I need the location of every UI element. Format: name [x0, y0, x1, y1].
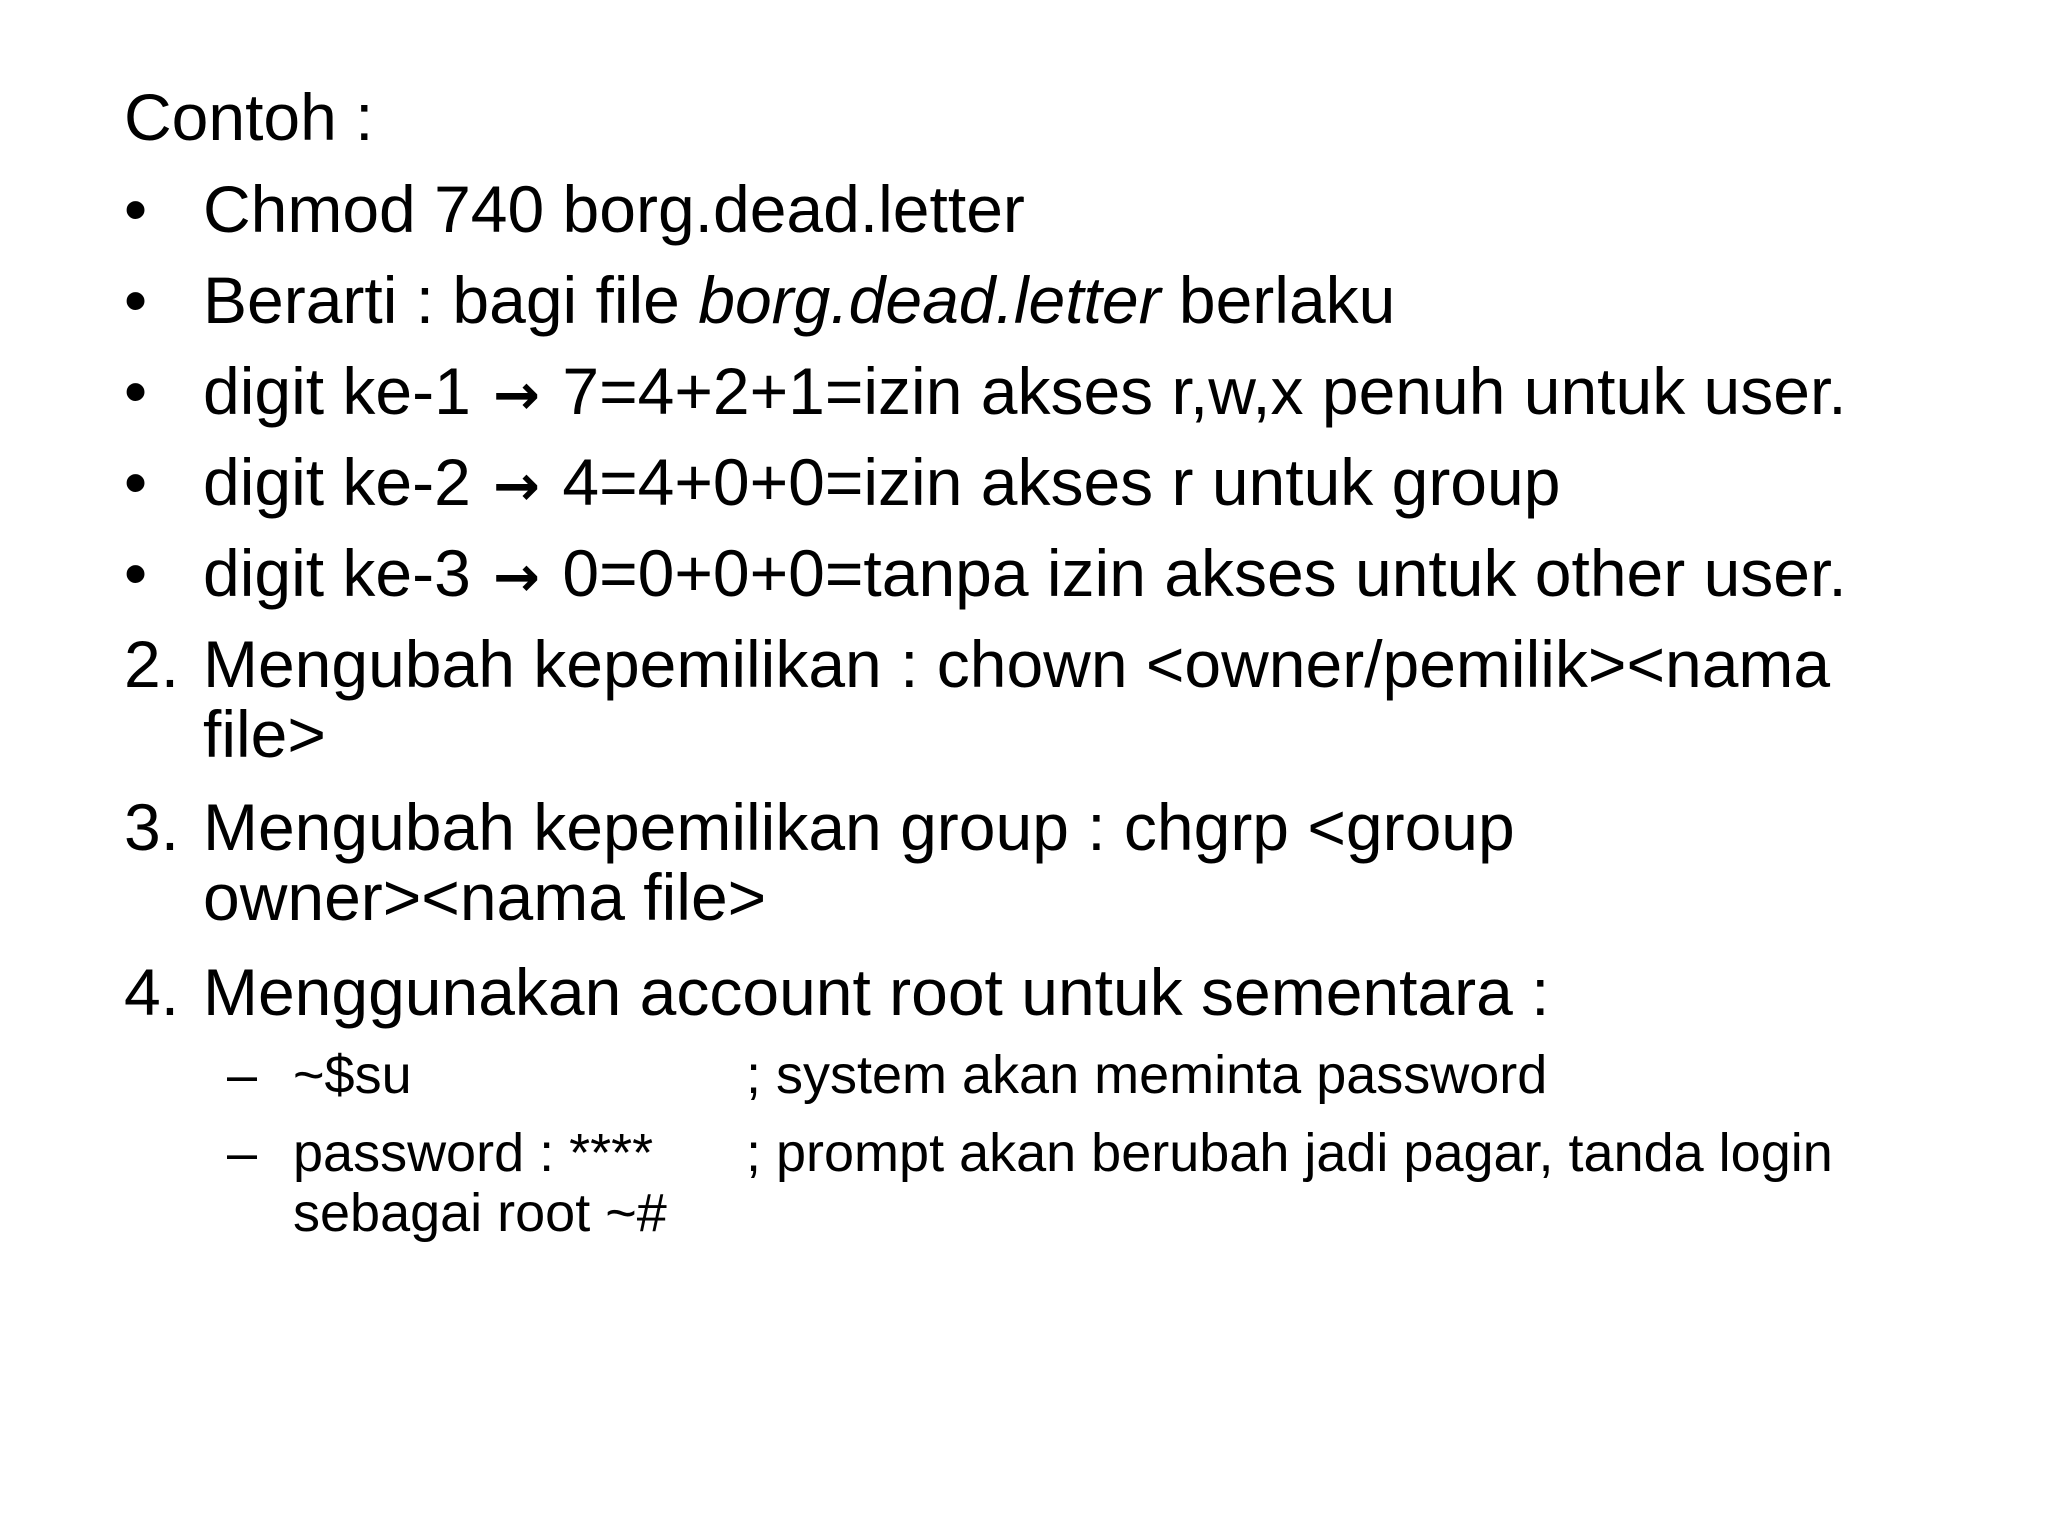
arrow-right-icon: →	[493, 363, 541, 428]
dash-marker: –	[227, 1045, 258, 1105]
slide-title: Contoh :	[124, 80, 374, 154]
sub-item-note: ; prompt akan berubah jadi pagar, tanda login	[746, 1123, 1833, 1183]
arrow-right-icon: →	[493, 454, 541, 519]
bullet-text	[203, 354, 1847, 433]
sub-item-2	[0, 1122, 2048, 1246]
numbered-item-2	[0, 627, 2048, 775]
sub-item-note: ; system akan meminta password	[746, 1045, 1548, 1105]
bullet-text-post: 0=0+0+0=tanpa izin akses untuk other user.	[544, 536, 1847, 610]
bullet-marker: •	[124, 445, 148, 519]
bullet-marker: •	[124, 263, 148, 337]
item-text-line1: Mengubah kepemilikan group : chgrp <group	[203, 790, 1515, 864]
bullet-marker: •	[124, 172, 148, 246]
bullet-text-pre: digit ke-3	[203, 536, 490, 610]
numbered-item-4	[0, 955, 2048, 1029]
bullet-item-2	[0, 263, 2048, 337]
sub-item-continuation: sebagai root ~#	[293, 1183, 667, 1243]
bullet-text-pre: digit ke-1	[203, 354, 490, 428]
arrow-right-icon: →	[493, 545, 541, 610]
numbered-item-3	[0, 790, 2048, 938]
item-text-line1: Mengubah kepemilikan : chown <owner/pemilik><nama	[203, 627, 1831, 701]
bullet-text-post: 7=4+2+1=izin akses r,w,x penuh untuk user.	[544, 354, 1847, 428]
item-number: 3.	[124, 790, 180, 864]
bullet-marker: •	[124, 354, 148, 428]
bullet-item-1	[0, 172, 2048, 246]
item-number: 2.	[124, 627, 180, 701]
bullet-item-3	[0, 354, 2048, 428]
sub-item-command: ~$su	[293, 1045, 412, 1105]
bullet-marker: •	[124, 536, 148, 610]
bullet-text	[203, 263, 1395, 337]
item-text-line1: Menggunakan account root untuk sementara :	[203, 955, 1550, 1029]
bullet-item-4	[0, 445, 2048, 519]
sub-item-1	[0, 1044, 2048, 1106]
bullet-item-5	[0, 536, 2048, 610]
bullet-text	[203, 536, 1847, 615]
bullet-text-pre: Berarti : bagi file	[203, 263, 699, 337]
bullet-text-post: berlaku	[1160, 263, 1396, 337]
sub-item-command: password : ****	[293, 1123, 654, 1183]
filename-italic: borg.dead.letter	[698, 263, 1161, 337]
bullet-text	[203, 445, 1560, 524]
bullet-text-post: 4=4+0+0=izin akses r untuk group	[544, 445, 1561, 519]
bullet-text-pre: digit ke-2	[203, 445, 490, 519]
item-number: 4.	[124, 955, 180, 1029]
dash-marker: –	[227, 1123, 258, 1183]
item-text-line2: owner><nama file>	[203, 860, 767, 934]
item-text-line2: file>	[203, 697, 326, 771]
bullet-text: Chmod 740 borg.dead.letter	[203, 172, 1025, 246]
